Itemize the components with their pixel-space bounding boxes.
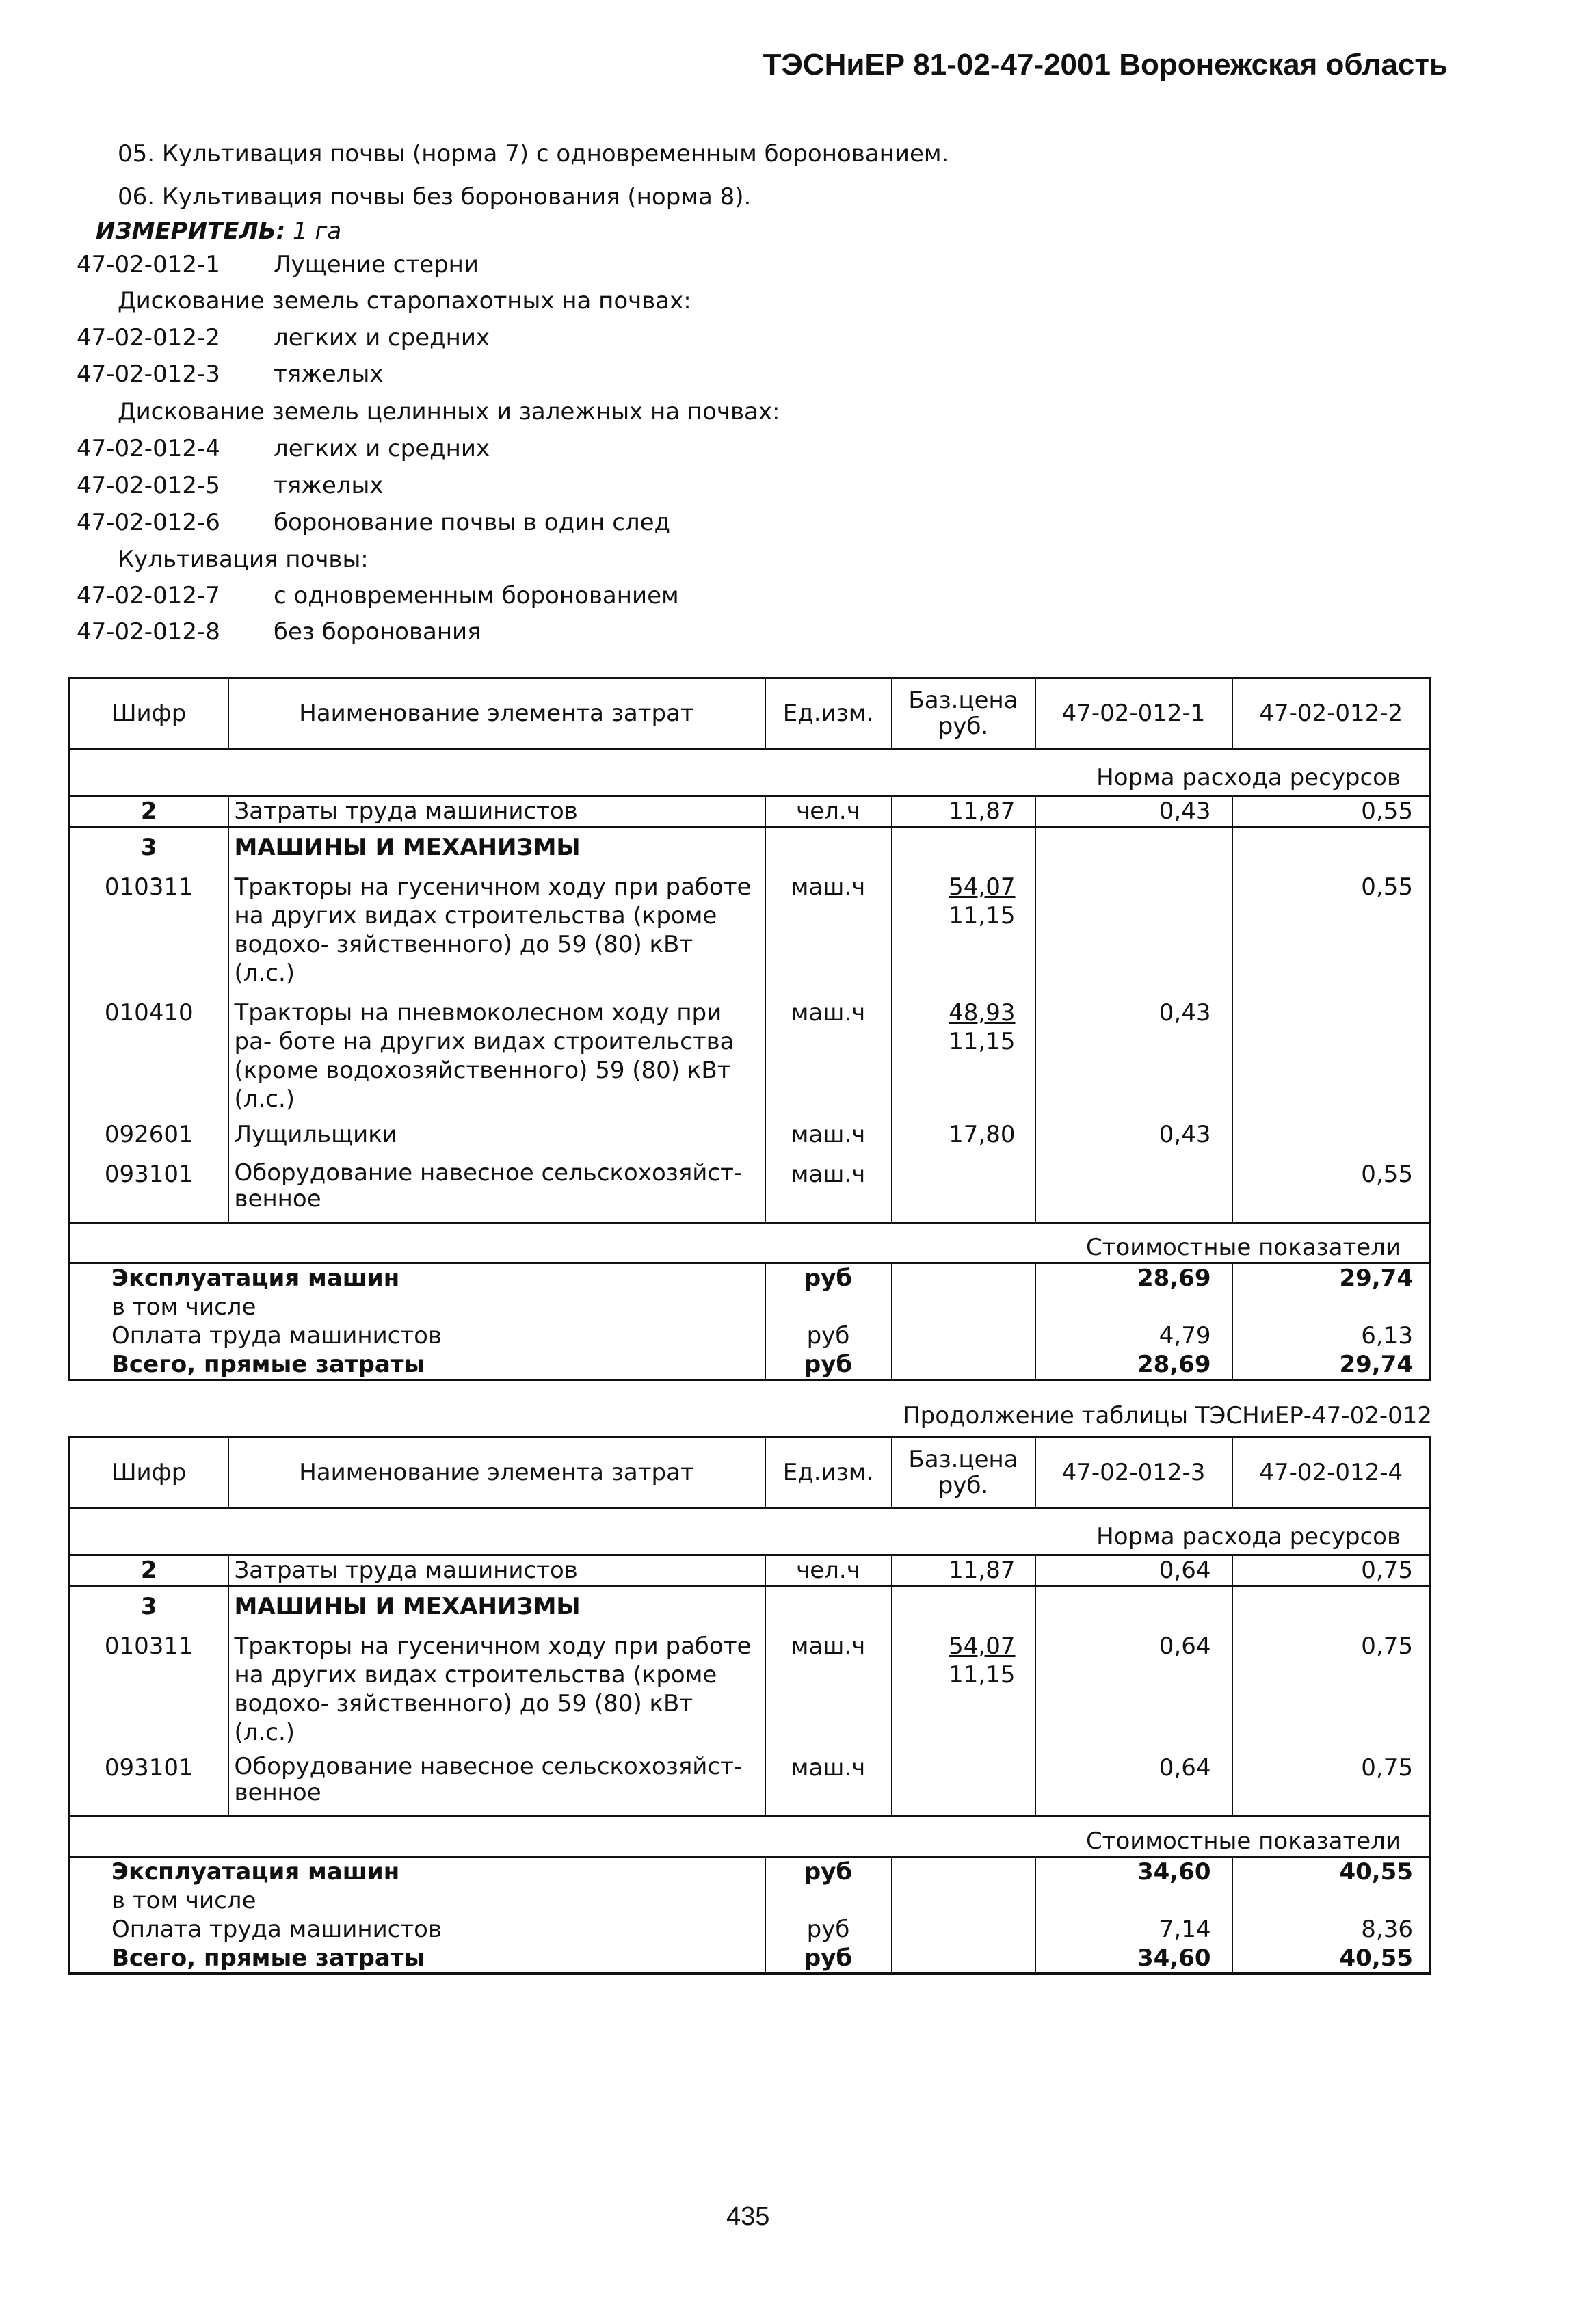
row-code: 010410 bbox=[104, 999, 194, 1027]
row-v2: 40,55 bbox=[1232, 1944, 1431, 1974]
entry-text: боронование почвы в один след bbox=[274, 509, 671, 536]
row-v2: 0,75 bbox=[1232, 1555, 1431, 1586]
row-price bbox=[892, 1149, 1035, 1223]
row-v2: 0,55 bbox=[1232, 1149, 1431, 1223]
row-name: Эксплуатация машин bbox=[111, 1265, 400, 1292]
row-v1: 7,14 bbox=[1035, 1915, 1232, 1944]
machines-header-row bbox=[70, 1586, 1431, 1622]
header-name: Наименование элемента затрат bbox=[228, 678, 765, 749]
header-price: Баз.цена руб. bbox=[892, 1438, 1035, 1508]
row-code: 3 bbox=[140, 1593, 157, 1620]
row-price: 11,87 bbox=[892, 1555, 1035, 1586]
entry-text: тяжелых bbox=[274, 472, 384, 499]
total-row bbox=[70, 1944, 1431, 1974]
row-v2: 0,75 bbox=[1232, 1747, 1431, 1817]
norm-label: Норма расхода ресурсов bbox=[1096, 764, 1401, 791]
row-v2: 0,75 bbox=[1232, 1621, 1431, 1747]
measure-line bbox=[96, 217, 341, 245]
header-name: Наименование элемента затрат bbox=[228, 1438, 765, 1508]
intro-item-06: 06. Культивация почвы без боронования (норма 8). bbox=[118, 183, 752, 211]
row-v1: 28,69 bbox=[1035, 1350, 1232, 1380]
wages-row bbox=[70, 1321, 1431, 1350]
measure-label: ИЗМЕРИТЕЛЬ: bbox=[96, 217, 286, 245]
row-name: МАШИНЫ И МЕХАНИЗМЫ bbox=[228, 827, 765, 862]
row-v2: 0,55 bbox=[1232, 796, 1431, 827]
entry-group: Дискование земель старопахотных на почвах: bbox=[118, 287, 691, 315]
wages-row bbox=[70, 1915, 1431, 1944]
entry-text: с одновременным боронованием bbox=[274, 582, 679, 609]
row-price: 17,80 bbox=[892, 1113, 1035, 1149]
entry-text: Лущение стерни bbox=[274, 251, 479, 278]
row-v2: 40,55 bbox=[1232, 1857, 1431, 1887]
row-v1: 0,43 bbox=[1035, 796, 1232, 827]
continuation-note: Продолжение таблицы ТЭСНиЕР-47-02-012 bbox=[903, 1402, 1432, 1429]
header-col2: 47-02-012-4 bbox=[1232, 1438, 1431, 1508]
intro-item-05: 05. Культивация почвы (норма 7) с одновременным боронованием. bbox=[118, 140, 949, 168]
row-code: 010311 bbox=[104, 1633, 194, 1660]
row-v2: 0,55 bbox=[1232, 862, 1431, 988]
table-row bbox=[70, 1149, 1431, 1223]
row-name: Лущильщики bbox=[228, 1113, 765, 1149]
row-unit: руб bbox=[765, 1263, 892, 1293]
including-row bbox=[70, 1886, 1431, 1915]
entry-code: 47-02-012-8 bbox=[77, 618, 220, 646]
exploitation-row bbox=[70, 1857, 1431, 1887]
row-v2: 6,13 bbox=[1232, 1321, 1431, 1350]
measure-value: 1 га bbox=[293, 217, 342, 245]
row-unit: маш.ч bbox=[765, 988, 892, 1113]
row-unit: маш.ч bbox=[765, 862, 892, 988]
row-v1: 0,43 bbox=[1035, 1113, 1232, 1149]
row-price: 54,07 11,15 bbox=[892, 862, 1035, 988]
row-price bbox=[892, 1747, 1035, 1817]
row-v1: 34,60 bbox=[1035, 1944, 1232, 1974]
norm-label: Норма расхода ресурсов bbox=[1096, 1523, 1401, 1550]
row-v2: 29,74 bbox=[1232, 1350, 1431, 1380]
row-price: 54,07 11,15 bbox=[892, 1621, 1035, 1747]
row-v2 bbox=[1232, 988, 1431, 1113]
row-name: Оплата труда машинистов bbox=[111, 1322, 442, 1349]
row-code: 2 bbox=[140, 1557, 157, 1584]
row-code: 092601 bbox=[104, 1121, 194, 1148]
header-col2: 47-02-012-2 bbox=[1232, 678, 1431, 749]
row-v1 bbox=[1035, 1149, 1232, 1223]
header-unit: Ед.изм. bbox=[765, 1438, 892, 1508]
row-v1: 0,43 bbox=[1035, 988, 1232, 1113]
row-name: в том числе bbox=[111, 1293, 256, 1321]
entry-code: 47-02-012-3 bbox=[77, 360, 220, 388]
row-unit: руб bbox=[765, 1944, 892, 1974]
row-name: Тракторы на пневмоколесном ходу при ра- боте на других видах строительства (кроме водохозяйственного) 59 (80) кВт (л.с.) bbox=[228, 988, 765, 1113]
including-row bbox=[70, 1293, 1431, 1321]
entry-group: Дискование земель целинных и залежных на почвах: bbox=[118, 398, 780, 425]
table-row bbox=[70, 1621, 1431, 1747]
entry-code: 47-02-012-5 bbox=[77, 472, 220, 499]
row-name: в том числе bbox=[111, 1887, 256, 1914]
entry-text: тяжелых bbox=[274, 360, 384, 388]
resource-table-2 bbox=[68, 1436, 1431, 1975]
row-code: 010311 bbox=[104, 873, 194, 901]
header-code: Шифр bbox=[70, 678, 228, 749]
table-row bbox=[70, 988, 1431, 1113]
table-row bbox=[70, 862, 1431, 988]
row-v1: 28,69 bbox=[1035, 1263, 1232, 1293]
row-unit: маш.ч bbox=[765, 1747, 892, 1817]
norm-label-row bbox=[70, 1508, 1431, 1555]
row-unit: маш.ч bbox=[765, 1621, 892, 1747]
row-name: Тракторы на гусеничном ходу при работе на других видах строительства (кроме водохо- зяйственного) до 59 (80) кВт (л.с.) bbox=[228, 862, 765, 988]
page-number: 435 bbox=[726, 2202, 770, 2231]
row-code: 093101 bbox=[104, 1161, 194, 1188]
row-name: Тракторы на гусеничном ходу при работе на других видах строительства (кроме водохо- зяйственного) до 59 (80) кВт (л.с.) bbox=[228, 1621, 765, 1747]
header-col1: 47-02-012-3 bbox=[1035, 1438, 1232, 1508]
cost-label: Стоимостные показатели bbox=[1085, 1234, 1401, 1261]
row-v2: 29,74 bbox=[1232, 1263, 1431, 1293]
cost-label: Стоимостные показатели bbox=[1085, 1827, 1401, 1855]
machines-header-row bbox=[70, 827, 1431, 862]
table-row bbox=[70, 1113, 1431, 1149]
row-unit: чел.ч bbox=[765, 1555, 892, 1586]
entry-code: 47-02-012-4 bbox=[77, 435, 220, 462]
exploitation-row bbox=[70, 1263, 1431, 1293]
header-price: Баз.цена руб. bbox=[892, 678, 1035, 749]
row-price: 11,87 bbox=[892, 796, 1035, 827]
table-row bbox=[70, 1747, 1431, 1817]
row-name: Оборудование навесное сельскохозяйст- венное bbox=[228, 1149, 765, 1223]
entry-code: 47-02-012-6 bbox=[77, 509, 220, 536]
row-code: 2 bbox=[140, 797, 157, 825]
table-header-row bbox=[70, 1438, 1431, 1508]
header-unit: Ед.изм. bbox=[765, 678, 892, 749]
entry-code: 47-02-012-2 bbox=[77, 324, 220, 352]
row-v1 bbox=[1035, 862, 1232, 988]
row-v1: 0,64 bbox=[1035, 1621, 1232, 1747]
row-price: 48,93 11,15 bbox=[892, 988, 1035, 1113]
row-name: Затраты труда машинистов bbox=[228, 796, 765, 827]
row-code: 093101 bbox=[104, 1754, 194, 1782]
row-unit: чел.ч bbox=[765, 796, 892, 827]
cost-label-row bbox=[70, 1817, 1431, 1857]
total-row bbox=[70, 1350, 1431, 1380]
row-v1: 0,64 bbox=[1035, 1555, 1232, 1586]
row-name: МАШИНЫ И МЕХАНИЗМЫ bbox=[228, 1586, 765, 1622]
table-header-row bbox=[70, 678, 1431, 749]
row-v1: 4,79 bbox=[1035, 1321, 1232, 1350]
row-unit: руб bbox=[765, 1321, 892, 1350]
row-unit: руб bbox=[765, 1350, 892, 1380]
entry-text: без боронования bbox=[274, 618, 481, 646]
resource-table-1 bbox=[68, 677, 1431, 1381]
row-name: Оплата труда машинистов bbox=[111, 1916, 442, 1943]
table-row bbox=[70, 1555, 1431, 1586]
row-v2 bbox=[1232, 1113, 1431, 1149]
table-row bbox=[70, 796, 1431, 827]
row-unit: маш.ч bbox=[765, 1113, 892, 1149]
row-v1: 34,60 bbox=[1035, 1857, 1232, 1887]
header-code: Шифр bbox=[70, 1438, 228, 1508]
row-unit: маш.ч bbox=[765, 1149, 892, 1223]
row-name: Оборудование навесное сельскохозяйст- венное bbox=[228, 1747, 765, 1817]
row-name: Всего, прямые затраты bbox=[111, 1944, 425, 1972]
row-v1: 0,64 bbox=[1035, 1747, 1232, 1817]
norm-label-row bbox=[70, 749, 1431, 796]
row-unit: руб bbox=[765, 1915, 892, 1944]
row-name: Эксплуатация машин bbox=[111, 1858, 400, 1886]
header-col1: 47-02-012-1 bbox=[1035, 678, 1232, 749]
entry-group: Культивация почвы: bbox=[118, 546, 369, 573]
entry-code: 47-02-012-7 bbox=[77, 582, 220, 609]
row-v2: 8,36 bbox=[1232, 1915, 1431, 1944]
row-unit: руб bbox=[765, 1857, 892, 1887]
row-name: Всего, прямые затраты bbox=[111, 1351, 425, 1378]
row-code: 3 bbox=[140, 834, 157, 861]
entry-text: легких и средних bbox=[274, 324, 490, 352]
row-name: Затраты труда машинистов bbox=[228, 1555, 765, 1586]
entry-text: легких и средних bbox=[274, 435, 490, 462]
entry-code: 47-02-012-1 bbox=[77, 251, 220, 278]
cost-label-row bbox=[70, 1223, 1431, 1263]
page-header-title: ТЭСНиЕР 81-02-47-2001 Воронежская область bbox=[763, 48, 1448, 81]
